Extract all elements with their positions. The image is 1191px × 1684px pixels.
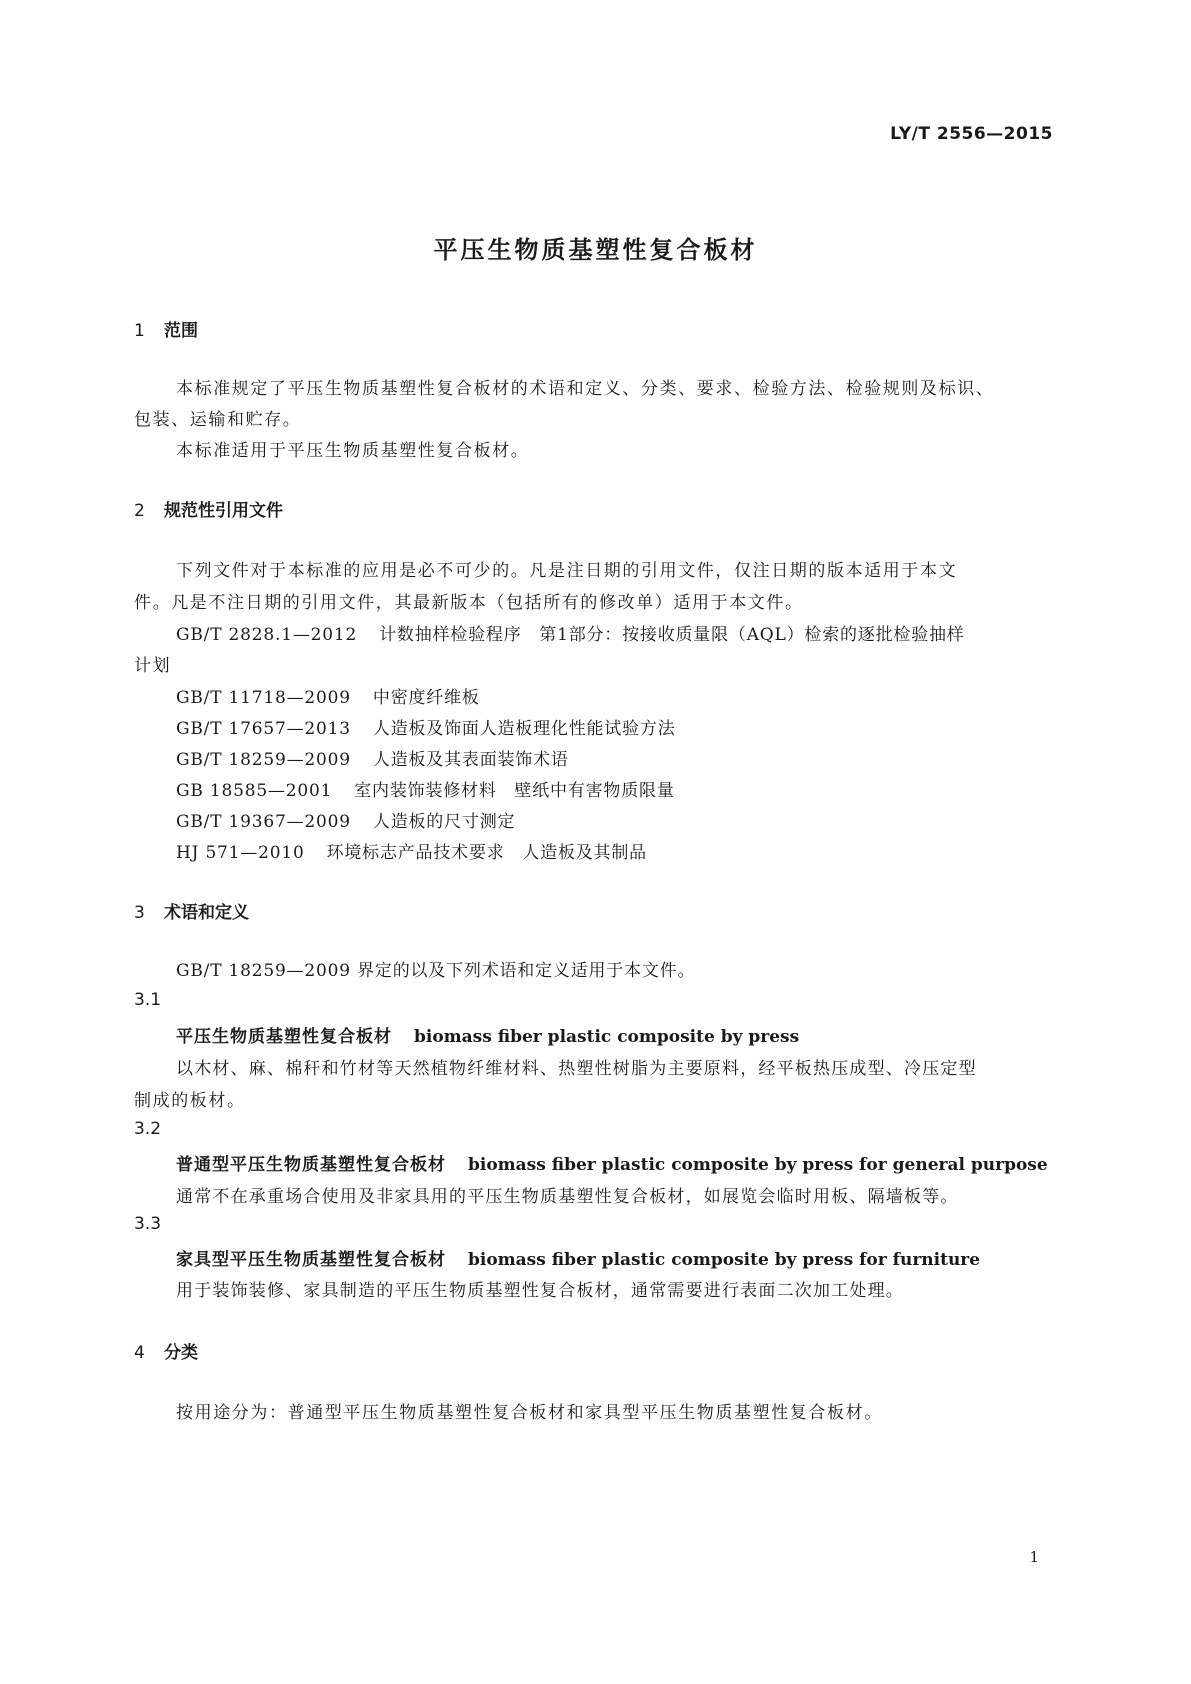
document-title: 平压生物质基塑性复合板材 — [433, 236, 758, 264]
paragraph: 本标准适用于平压生物质基塑性复合板材。 — [176, 441, 530, 461]
term-en: biomass fiber plastic composite by press for furniture — [468, 1250, 981, 1270]
reference-code: GB/T 2828.1—2012 — [176, 625, 358, 645]
section-number: 3 — [134, 903, 145, 923]
paragraph: 按用途分为：普通型平压生物质基塑性复合板材和家具型平压生物质基塑性复合板材。 — [176, 1403, 883, 1423]
section-4-heading — [134, 1338, 198, 1363]
term-number: 3.1 — [134, 990, 162, 1010]
section-title: 规范性引用文件 — [164, 501, 283, 521]
paragraph: GB/T 18259—2009 界定的以及下列术语和定义适用于本文件。 — [176, 961, 696, 981]
paragraph: 下列文件对于本标准的应用是必不可少的。凡是注日期的引用文件，仅注日期的版本适用于本文 — [176, 561, 958, 581]
reference-item — [176, 620, 965, 645]
section-number: 2 — [134, 501, 145, 521]
reference-continuation: 计划 — [134, 656, 172, 676]
paragraph-continuation: 件。凡是不注日期的引用文件，其最新版本（包括所有的修改单）适用于本文件。 — [134, 593, 804, 613]
term-zh: 普通型平压生物质基塑性复合板材 — [176, 1155, 446, 1175]
term-en: biomass fiber plastic composite by press for general purpose — [468, 1155, 1048, 1175]
term-number: 3.2 — [134, 1119, 162, 1139]
reference-item — [176, 683, 480, 708]
paragraph-continuation: 包装、运输和贮存。 — [134, 410, 302, 430]
term-heading — [176, 1150, 1048, 1175]
section-title: 分类 — [164, 1343, 198, 1363]
reference-title: 计数抽样检验程序 第1部分：按接收质量限（AQL）检索的逐批检验抽样 — [379, 625, 965, 645]
term-en: biomass fiber plastic composite by press — [414, 1027, 800, 1047]
reference-code: GB/T 11718—2009 — [176, 688, 351, 708]
term-number: 3.3 — [134, 1214, 162, 1234]
reference-code: GB/T 18259—2009 — [176, 750, 351, 770]
section-number: 1 — [134, 321, 145, 341]
term-definition: 以木材、麻、棉秆和竹材等天然植物纤维材料、热塑性树脂为主要原料，经平板热压成型、冷压定型 — [176, 1059, 977, 1079]
reference-title: 人造板及其表面装饰术语 — [372, 750, 569, 770]
term-definition: 通常不在承重场合使用及非家具用的平压生物质基塑性复合板材，如展览会临时用板、隔墙板等。 — [176, 1187, 959, 1207]
paragraph: 本标准规定了平压生物质基塑性复合板材的术语和定义、分类、要求、检验方法、检验规则及标识、 — [176, 379, 995, 399]
reference-title: 环境标志产品技术要求 人造板及其制品 — [326, 843, 647, 863]
reference-title: 室内装饰装修材料 壁纸中有害物质限量 — [354, 781, 675, 801]
term-heading — [176, 1245, 980, 1270]
reference-code: GB/T 19367—2009 — [176, 812, 351, 832]
section-number: 4 — [134, 1343, 145, 1363]
term-zh: 平压生物质基塑性复合板材 — [176, 1027, 392, 1047]
reference-code: GB 18585—2001 — [176, 781, 333, 801]
term-definition: 用于装饰装修、家具制造的平压生物质基塑性复合板材，通常需要进行表面二次加工处理。 — [176, 1281, 904, 1301]
reference-code: GB/T 17657—2013 — [176, 719, 351, 739]
reference-code: HJ 571—2010 — [176, 843, 305, 863]
term-heading — [176, 1022, 799, 1047]
reference-item — [176, 714, 676, 739]
section-3-heading — [134, 898, 249, 923]
section-title: 范围 — [164, 321, 198, 341]
reference-item — [176, 776, 675, 801]
reference-item — [176, 745, 569, 770]
term-zh: 家具型平压生物质基塑性复合板材 — [176, 1250, 446, 1270]
page-number: 1 — [1029, 1548, 1039, 1566]
term-definition-continuation: 制成的板材。 — [134, 1091, 246, 1111]
reference-title: 人造板及饰面人造板理化性能试验方法 — [372, 719, 676, 739]
section-1-heading — [134, 316, 198, 341]
reference-item — [176, 838, 647, 863]
reference-title: 人造板的尺寸测定 — [372, 812, 516, 832]
reference-item — [176, 807, 515, 832]
section-title: 术语和定义 — [164, 903, 249, 923]
section-2-heading — [134, 496, 283, 521]
reference-title: 中密度纤维板 — [372, 688, 480, 708]
standard-code: LY/T 2556—2015 — [890, 124, 1053, 144]
